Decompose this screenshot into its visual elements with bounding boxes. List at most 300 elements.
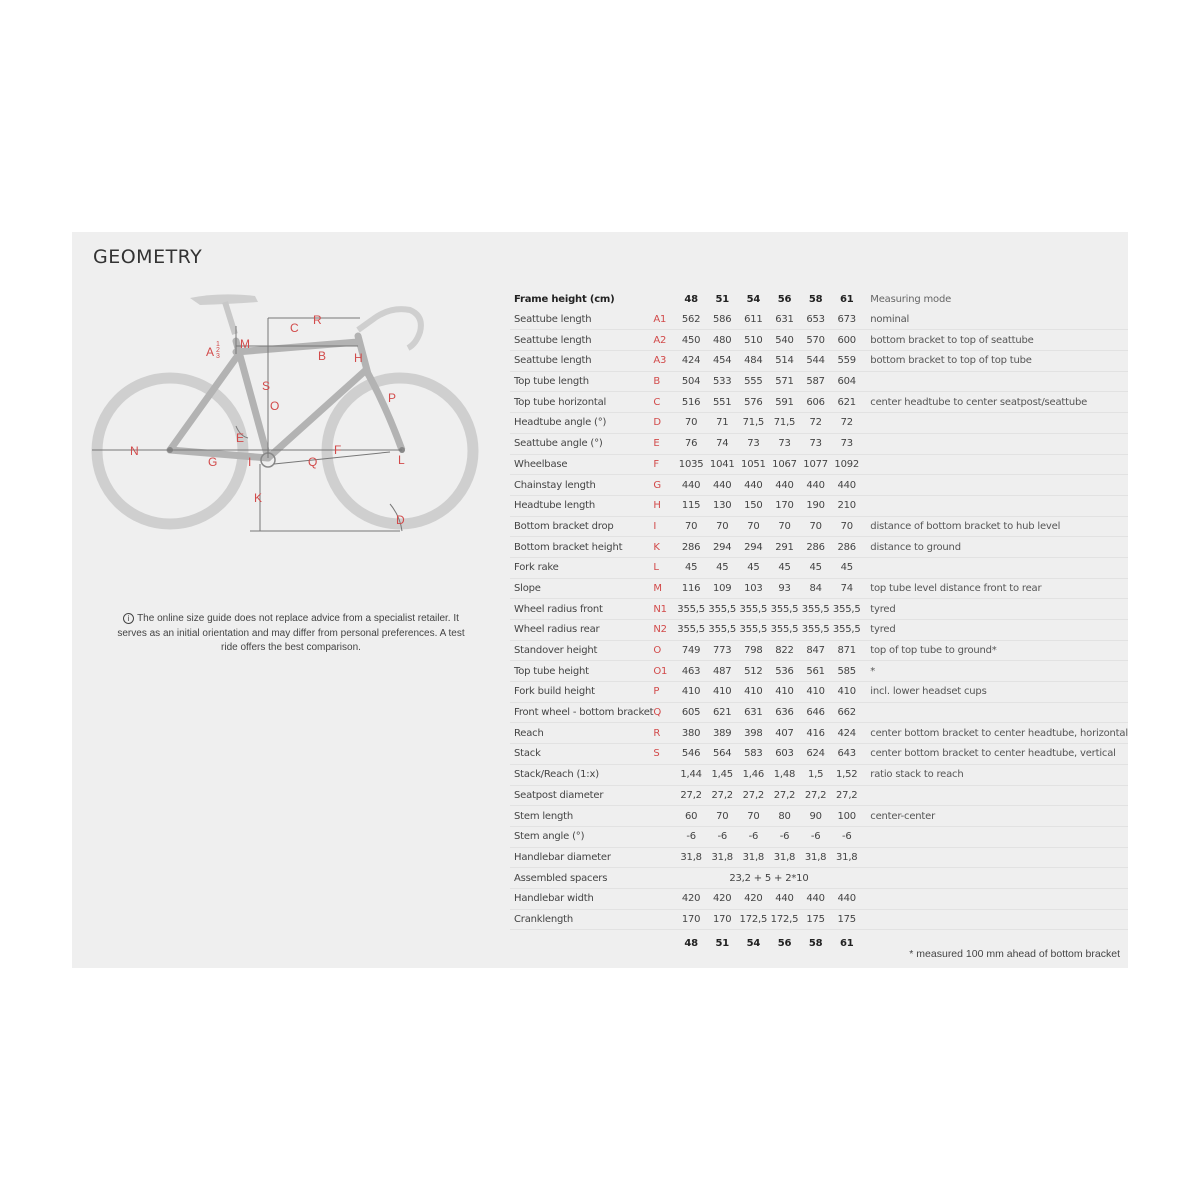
label-O: O xyxy=(270,399,280,413)
label-A3: 3 xyxy=(216,353,220,360)
row-value: 1051 xyxy=(738,454,769,475)
footer-spacer xyxy=(653,930,675,957)
table-row xyxy=(510,495,1128,516)
row-value: 27,2 xyxy=(769,785,800,806)
table-row xyxy=(510,620,1128,641)
footer-spacer xyxy=(510,930,653,957)
row-value: 71 xyxy=(707,413,738,434)
row-value: 355,5 xyxy=(769,599,800,620)
row-value: 150 xyxy=(738,495,769,516)
row-description xyxy=(862,847,1128,868)
table-row xyxy=(510,310,1128,330)
row-value: 514 xyxy=(769,351,800,372)
label-N: N xyxy=(130,444,139,458)
row-label: Slope xyxy=(510,578,653,599)
row-description xyxy=(862,413,1128,434)
row-label: Stack/Reach (1:x) xyxy=(510,764,653,785)
row-value: 440 xyxy=(707,475,738,496)
row-label: Front wheel - bottom bracket xyxy=(510,702,653,723)
row-value: 420 xyxy=(738,888,769,909)
row-value: 1,5 xyxy=(800,764,831,785)
row-value: 355,5 xyxy=(800,599,831,620)
geometry-table xyxy=(510,290,1128,956)
row-value: 76 xyxy=(676,433,707,454)
row-value: 355,5 xyxy=(831,620,862,641)
row-value: 424 xyxy=(676,351,707,372)
table-row xyxy=(510,537,1128,558)
row-value: 551 xyxy=(707,392,738,413)
table-row xyxy=(510,578,1128,599)
label-H: H xyxy=(354,351,363,365)
row-description xyxy=(862,433,1128,454)
row-value: 631 xyxy=(738,702,769,723)
label-L: L xyxy=(398,453,405,467)
label-I: I xyxy=(248,455,252,469)
footer-size: 51 xyxy=(715,937,729,949)
row-value: 45 xyxy=(831,557,862,578)
row-value: 80 xyxy=(769,806,800,827)
row-value: 27,2 xyxy=(707,785,738,806)
row-value: 536 xyxy=(769,661,800,682)
row-label: Chainstay length xyxy=(510,475,653,496)
table-row xyxy=(510,661,1128,682)
row-value: 355,5 xyxy=(738,620,769,641)
row-value: 27,2 xyxy=(738,785,769,806)
row-value: 70 xyxy=(707,516,738,537)
table-header-row xyxy=(510,290,1128,310)
header-size: 56 xyxy=(777,294,792,306)
row-value: 294 xyxy=(738,537,769,558)
row-value: 621 xyxy=(831,392,862,413)
row-value: 45 xyxy=(738,557,769,578)
row-code xyxy=(653,806,675,827)
row-label: Handlebar width xyxy=(510,888,653,909)
row-value: 440 xyxy=(769,475,800,496)
row-value: 355,5 xyxy=(738,599,769,620)
row-value: 624 xyxy=(800,744,831,765)
row-value: 564 xyxy=(707,744,738,765)
row-value: 190 xyxy=(800,495,831,516)
row-value: 662 xyxy=(831,702,862,723)
row-value: 504 xyxy=(676,371,707,392)
row-description xyxy=(862,475,1128,496)
header-size: 58 xyxy=(808,294,823,306)
row-description: bottom bracket to top of top tube xyxy=(862,351,1128,372)
row-value: 798 xyxy=(738,640,769,661)
row-value: 1,44 xyxy=(676,764,707,785)
row-description xyxy=(862,826,1128,847)
row-value: 540 xyxy=(769,330,800,351)
label-S: S xyxy=(262,379,271,393)
row-value: 533 xyxy=(707,371,738,392)
row-description: tyred xyxy=(862,599,1128,620)
row-value: 440 xyxy=(800,475,831,496)
row-value: 407 xyxy=(769,723,800,744)
row-value: 45 xyxy=(676,557,707,578)
row-value: 70 xyxy=(738,516,769,537)
row-value: 410 xyxy=(800,682,831,703)
table-row xyxy=(510,888,1128,909)
row-value: 291 xyxy=(769,537,800,558)
row-description: bottom bracket to top of seattube xyxy=(862,330,1128,351)
row-label: Seattube length xyxy=(510,310,653,330)
table-row xyxy=(510,826,1128,847)
row-value: 571 xyxy=(769,371,800,392)
row-description: distance to ground xyxy=(862,537,1128,558)
geometry-panel xyxy=(72,232,1128,968)
row-value: 45 xyxy=(800,557,831,578)
row-label: Reach xyxy=(510,723,653,744)
row-label: Bottom bracket height xyxy=(510,537,653,558)
row-description xyxy=(862,785,1128,806)
row-value: 93 xyxy=(769,578,800,599)
row-description: top tube level distance front to rear xyxy=(862,578,1128,599)
row-value: 73 xyxy=(831,433,862,454)
row-value: 380 xyxy=(676,723,707,744)
row-code xyxy=(653,785,675,806)
label-G: G xyxy=(208,455,218,469)
row-code xyxy=(653,764,675,785)
row-value: 45 xyxy=(769,557,800,578)
row-value: 45 xyxy=(707,557,738,578)
row-code: B xyxy=(653,371,675,392)
row-value: 516 xyxy=(676,392,707,413)
header-size: 48 xyxy=(684,294,698,306)
row-value: -6 xyxy=(831,826,862,847)
header-measuring-mode: Measuring mode xyxy=(870,294,952,306)
handlebar xyxy=(358,309,421,348)
footer-size: 61 xyxy=(839,937,854,949)
row-value: 175 xyxy=(831,909,862,930)
row-value: 585 xyxy=(831,661,862,682)
row-value: 355,5 xyxy=(676,620,707,641)
table-row xyxy=(510,806,1128,827)
row-label: Stack xyxy=(510,744,653,765)
label-F: F xyxy=(334,443,342,457)
row-value: 73 xyxy=(800,433,831,454)
row-value: 100 xyxy=(831,806,862,827)
row-value: 600 xyxy=(831,330,862,351)
label-A1: 1 xyxy=(216,341,220,348)
row-description: incl. lower headset cups xyxy=(862,682,1128,703)
footer-size: 54 xyxy=(746,937,761,949)
row-code: R xyxy=(653,723,675,744)
row-value: 440 xyxy=(738,475,769,496)
row-description: center headtube to center seatpost/seattube xyxy=(862,392,1128,413)
label-D: D xyxy=(396,513,405,527)
row-value: 871 xyxy=(831,640,862,661)
row-code: O1 xyxy=(653,661,675,682)
row-description xyxy=(862,495,1128,516)
table-row xyxy=(510,433,1128,454)
row-value: 1035 xyxy=(676,454,707,475)
row-label: Seattube length xyxy=(510,330,653,351)
table-row xyxy=(510,454,1128,475)
row-description xyxy=(862,454,1128,475)
row-value: 355,5 xyxy=(769,620,800,641)
row-value: 562 xyxy=(676,310,707,330)
label-Q: Q xyxy=(308,455,318,469)
row-value: 440 xyxy=(800,888,831,909)
row-value: 621 xyxy=(707,702,738,723)
row-code: F xyxy=(653,454,675,475)
label-B: B xyxy=(318,349,327,363)
row-value: 27,2 xyxy=(676,785,707,806)
row-value: 210 xyxy=(831,495,862,516)
row-value: 576 xyxy=(738,392,769,413)
footer-size: 56 xyxy=(777,937,792,949)
row-description: tyred xyxy=(862,620,1128,641)
row-value: 23,2 + 5 + 2*10 xyxy=(676,868,863,889)
row-code: G xyxy=(653,475,675,496)
footnote: * measured 100 mm ahead of bottom bracket xyxy=(909,948,1120,960)
row-label: Cranklength xyxy=(510,909,653,930)
header-size: 51 xyxy=(715,294,729,306)
row-value: 512 xyxy=(738,661,769,682)
row-value: 389 xyxy=(707,723,738,744)
row-value: 822 xyxy=(769,640,800,661)
info-icon: i xyxy=(123,613,134,624)
row-value: 410 xyxy=(831,682,862,703)
row-value: 1041 xyxy=(707,454,738,475)
row-label: Headtube length xyxy=(510,495,653,516)
row-value: 286 xyxy=(800,537,831,558)
label-A: A xyxy=(206,345,215,359)
table-row xyxy=(510,330,1128,351)
row-value: 1092 xyxy=(831,454,862,475)
table-row xyxy=(510,516,1128,537)
row-code: N2 xyxy=(653,620,675,641)
row-value: 631 xyxy=(769,310,800,330)
bike-geometry-diagram xyxy=(90,286,500,546)
row-code xyxy=(653,888,675,909)
table-row xyxy=(510,909,1128,930)
row-value: 416 xyxy=(800,723,831,744)
row-value: 27,2 xyxy=(831,785,862,806)
label-A2: 2 xyxy=(216,347,220,354)
row-value: 440 xyxy=(769,888,800,909)
table-row xyxy=(510,764,1128,785)
footer-size: 48 xyxy=(684,937,698,949)
row-value: 84 xyxy=(800,578,831,599)
row-value: 70 xyxy=(676,413,707,434)
row-value: 673 xyxy=(831,310,862,330)
label-M: M xyxy=(240,337,250,351)
row-value: 586 xyxy=(707,310,738,330)
table-row xyxy=(510,868,1128,889)
row-value: -6 xyxy=(769,826,800,847)
table-row xyxy=(510,847,1128,868)
row-code: M xyxy=(653,578,675,599)
row-value: 410 xyxy=(676,682,707,703)
footer-size: 58 xyxy=(808,937,823,949)
row-description: top of top tube to ground* xyxy=(862,640,1128,661)
row-description: * xyxy=(862,661,1128,682)
row-value: 487 xyxy=(707,661,738,682)
row-value: 636 xyxy=(769,702,800,723)
table-row xyxy=(510,475,1128,496)
row-value: 130 xyxy=(707,495,738,516)
row-code: S xyxy=(653,744,675,765)
row-label: Wheelbase xyxy=(510,454,653,475)
row-value: 454 xyxy=(707,351,738,372)
row-label: Stem length xyxy=(510,806,653,827)
table-row xyxy=(510,785,1128,806)
label-R: R xyxy=(313,313,322,327)
row-value: 70 xyxy=(769,516,800,537)
header-size: 54 xyxy=(746,294,761,306)
row-value: 175 xyxy=(800,909,831,930)
row-code: I xyxy=(653,516,675,537)
row-value: 410 xyxy=(707,682,738,703)
row-value: 440 xyxy=(676,475,707,496)
table-row xyxy=(510,723,1128,744)
row-value: 31,8 xyxy=(769,847,800,868)
row-code: P xyxy=(653,682,675,703)
row-value: 749 xyxy=(676,640,707,661)
row-code xyxy=(653,847,675,868)
row-value: -6 xyxy=(800,826,831,847)
row-value: 115 xyxy=(676,495,707,516)
row-value: 286 xyxy=(676,537,707,558)
row-value: -6 xyxy=(707,826,738,847)
label-P: P xyxy=(388,391,397,405)
row-code: E xyxy=(653,433,675,454)
row-value: 170 xyxy=(769,495,800,516)
row-value: 510 xyxy=(738,330,769,351)
row-value: 355,5 xyxy=(831,599,862,620)
row-description xyxy=(862,557,1128,578)
row-value: 1,48 xyxy=(769,764,800,785)
table-row xyxy=(510,640,1128,661)
row-value: 1,45 xyxy=(707,764,738,785)
table-row xyxy=(510,371,1128,392)
row-value: 544 xyxy=(800,351,831,372)
row-value: 70 xyxy=(800,516,831,537)
row-value: 70 xyxy=(707,806,738,827)
row-value: 71,5 xyxy=(769,413,800,434)
row-value: 410 xyxy=(738,682,769,703)
row-code: H xyxy=(653,495,675,516)
row-value: 109 xyxy=(707,578,738,599)
label-K: K xyxy=(254,491,263,505)
row-code: L xyxy=(653,557,675,578)
row-code: Q xyxy=(653,702,675,723)
row-value: 570 xyxy=(800,330,831,351)
header-code xyxy=(653,290,675,310)
row-label: Assembled spacers xyxy=(510,868,653,889)
row-value: 605 xyxy=(676,702,707,723)
row-value: 70 xyxy=(831,516,862,537)
row-value: 847 xyxy=(800,640,831,661)
row-description: center bottom bracket to center headtube, horizontal xyxy=(862,723,1128,744)
row-value: 73 xyxy=(769,433,800,454)
row-code xyxy=(653,909,675,930)
row-label: Standover height xyxy=(510,640,653,661)
table-row xyxy=(510,392,1128,413)
row-label: Wheel radius front xyxy=(510,599,653,620)
table-row xyxy=(510,682,1128,703)
row-value: 70 xyxy=(676,516,707,537)
row-value: 286 xyxy=(831,537,862,558)
row-value: 555 xyxy=(738,371,769,392)
row-value: 355,5 xyxy=(707,620,738,641)
row-code xyxy=(653,868,675,889)
row-value: 355,5 xyxy=(676,599,707,620)
row-code: A2 xyxy=(653,330,675,351)
row-code: O xyxy=(653,640,675,661)
row-label: Wheel radius rear xyxy=(510,620,653,641)
size-guide-note xyxy=(116,612,466,656)
row-value: 646 xyxy=(800,702,831,723)
row-value: 31,8 xyxy=(738,847,769,868)
page-title: GEOMETRY xyxy=(93,246,203,268)
row-value: 1,46 xyxy=(738,764,769,785)
row-description xyxy=(862,888,1128,909)
row-value: 170 xyxy=(707,909,738,930)
row-code: A1 xyxy=(653,310,675,330)
header-frame-height: Frame height (cm) xyxy=(514,294,615,306)
note-text: The online size guide does not replace advice from a specialist retailer. It serves as an initial orientation and may differ from personal preferences. A test ride offers the best comparison. xyxy=(117,613,465,653)
table-row xyxy=(510,413,1128,434)
row-value: 561 xyxy=(800,661,831,682)
row-code: C xyxy=(653,392,675,413)
row-value: 355,5 xyxy=(800,620,831,641)
row-value: 1077 xyxy=(800,454,831,475)
row-label: Seatpost diameter xyxy=(510,785,653,806)
row-value: -6 xyxy=(738,826,769,847)
row-value: 27,2 xyxy=(800,785,831,806)
row-label: Seattube angle (°) xyxy=(510,433,653,454)
row-value: 31,8 xyxy=(707,847,738,868)
row-label: Top tube length xyxy=(510,371,653,392)
row-value: 60 xyxy=(676,806,707,827)
row-value: 643 xyxy=(831,744,862,765)
row-value: 587 xyxy=(800,371,831,392)
row-description: ratio stack to reach xyxy=(862,764,1128,785)
row-value: 611 xyxy=(738,310,769,330)
table-row xyxy=(510,351,1128,372)
row-label: Seattube length xyxy=(510,351,653,372)
row-code: A3 xyxy=(653,351,675,372)
table-row xyxy=(510,557,1128,578)
row-value: 463 xyxy=(676,661,707,682)
row-code: K xyxy=(653,537,675,558)
row-value: -6 xyxy=(676,826,707,847)
row-value: 170 xyxy=(676,909,707,930)
row-value: 546 xyxy=(676,744,707,765)
row-description xyxy=(862,371,1128,392)
row-value: 420 xyxy=(707,888,738,909)
row-value: 90 xyxy=(800,806,831,827)
row-value: 1067 xyxy=(769,454,800,475)
row-value: 559 xyxy=(831,351,862,372)
row-code: D xyxy=(653,413,675,434)
row-value: 653 xyxy=(800,310,831,330)
row-description xyxy=(862,909,1128,930)
row-code: N1 xyxy=(653,599,675,620)
row-label: Top tube height xyxy=(510,661,653,682)
row-description: nominal xyxy=(862,310,1128,330)
row-label: Top tube horizontal xyxy=(510,392,653,413)
row-label: Handlebar diameter xyxy=(510,847,653,868)
row-value: 172,5 xyxy=(738,909,769,930)
row-value: 355,5 xyxy=(707,599,738,620)
row-value: 450 xyxy=(676,330,707,351)
row-value: 410 xyxy=(769,682,800,703)
row-label: Stem angle (°) xyxy=(510,826,653,847)
row-value: 71,5 xyxy=(738,413,769,434)
